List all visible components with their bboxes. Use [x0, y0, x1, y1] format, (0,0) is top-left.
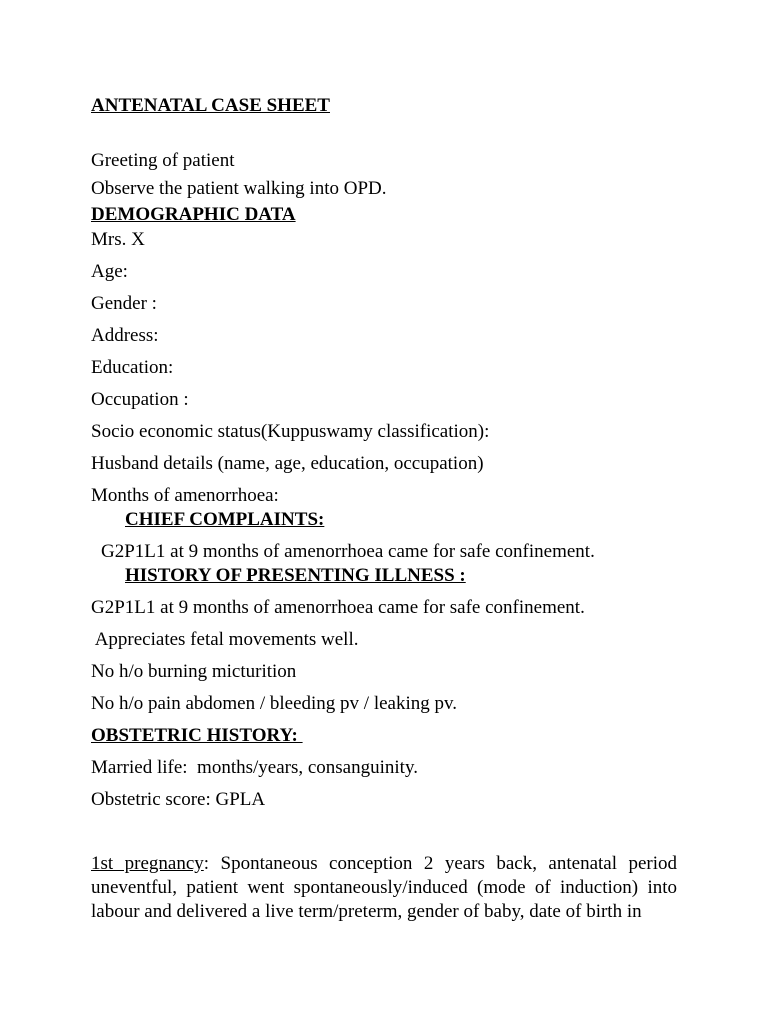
obstetric-line: Married life: months/years, consanguinity.	[91, 757, 418, 778]
demographic-line: Husband details (name, age, education, occupation)	[91, 453, 484, 474]
intro-line: Observe the patient walking into OPD.	[91, 178, 387, 199]
hopi-line: No h/o pain abdomen / bleeding pv / leaking pv.	[91, 693, 458, 714]
first-pregnancy-label: 1st pregnancy	[91, 853, 204, 874]
demographic-line: Occupation :	[91, 389, 189, 410]
hopi-heading: HISTORY OF PRESENTING ILLNESS :	[125, 565, 466, 586]
demographic-line: Socio economic status(Kuppuswamy classification):	[91, 421, 490, 442]
demographic-line: Months of amenorrhoea:	[91, 485, 279, 506]
demographic-line: Mrs. X	[91, 229, 145, 250]
hopi-line: G2P1L1 at 9 months of amenorrhoea came for safe confinement.	[91, 597, 585, 618]
first-pregnancy-text: : Spontaneous conception 2 years back, antenatal period uneventful, patient went spontaneously/induced (mode of induction) into labour and delivered a live term/preterm, gender of baby, date of birth in	[91, 853, 677, 922]
demographic-line: Age:	[91, 261, 128, 282]
demographic-line: Address:	[91, 325, 159, 346]
demographic-line: Education:	[91, 357, 174, 378]
document-title: ANTENATAL CASE SHEET	[91, 95, 330, 116]
hopi-line: No h/o burning micturition	[91, 661, 297, 682]
chief-complaints-heading: CHIEF COMPLAINTS:	[125, 509, 325, 530]
obstetric-heading: OBSTETRIC HISTORY:	[91, 725, 303, 746]
chief-complaints-text: G2P1L1 at 9 months of amenorrhoea came for safe confinement.	[101, 541, 595, 562]
demographic-heading: DEMOGRAPHIC DATA	[91, 204, 296, 225]
hopi-line: Appreciates fetal movements well.	[91, 629, 359, 650]
intro-line: Greeting of patient	[91, 150, 235, 171]
demographic-line: Gender :	[91, 293, 157, 314]
obstetric-line: Obstetric score: GPLA	[91, 789, 266, 810]
first-pregnancy-paragraph	[91, 852, 677, 924]
